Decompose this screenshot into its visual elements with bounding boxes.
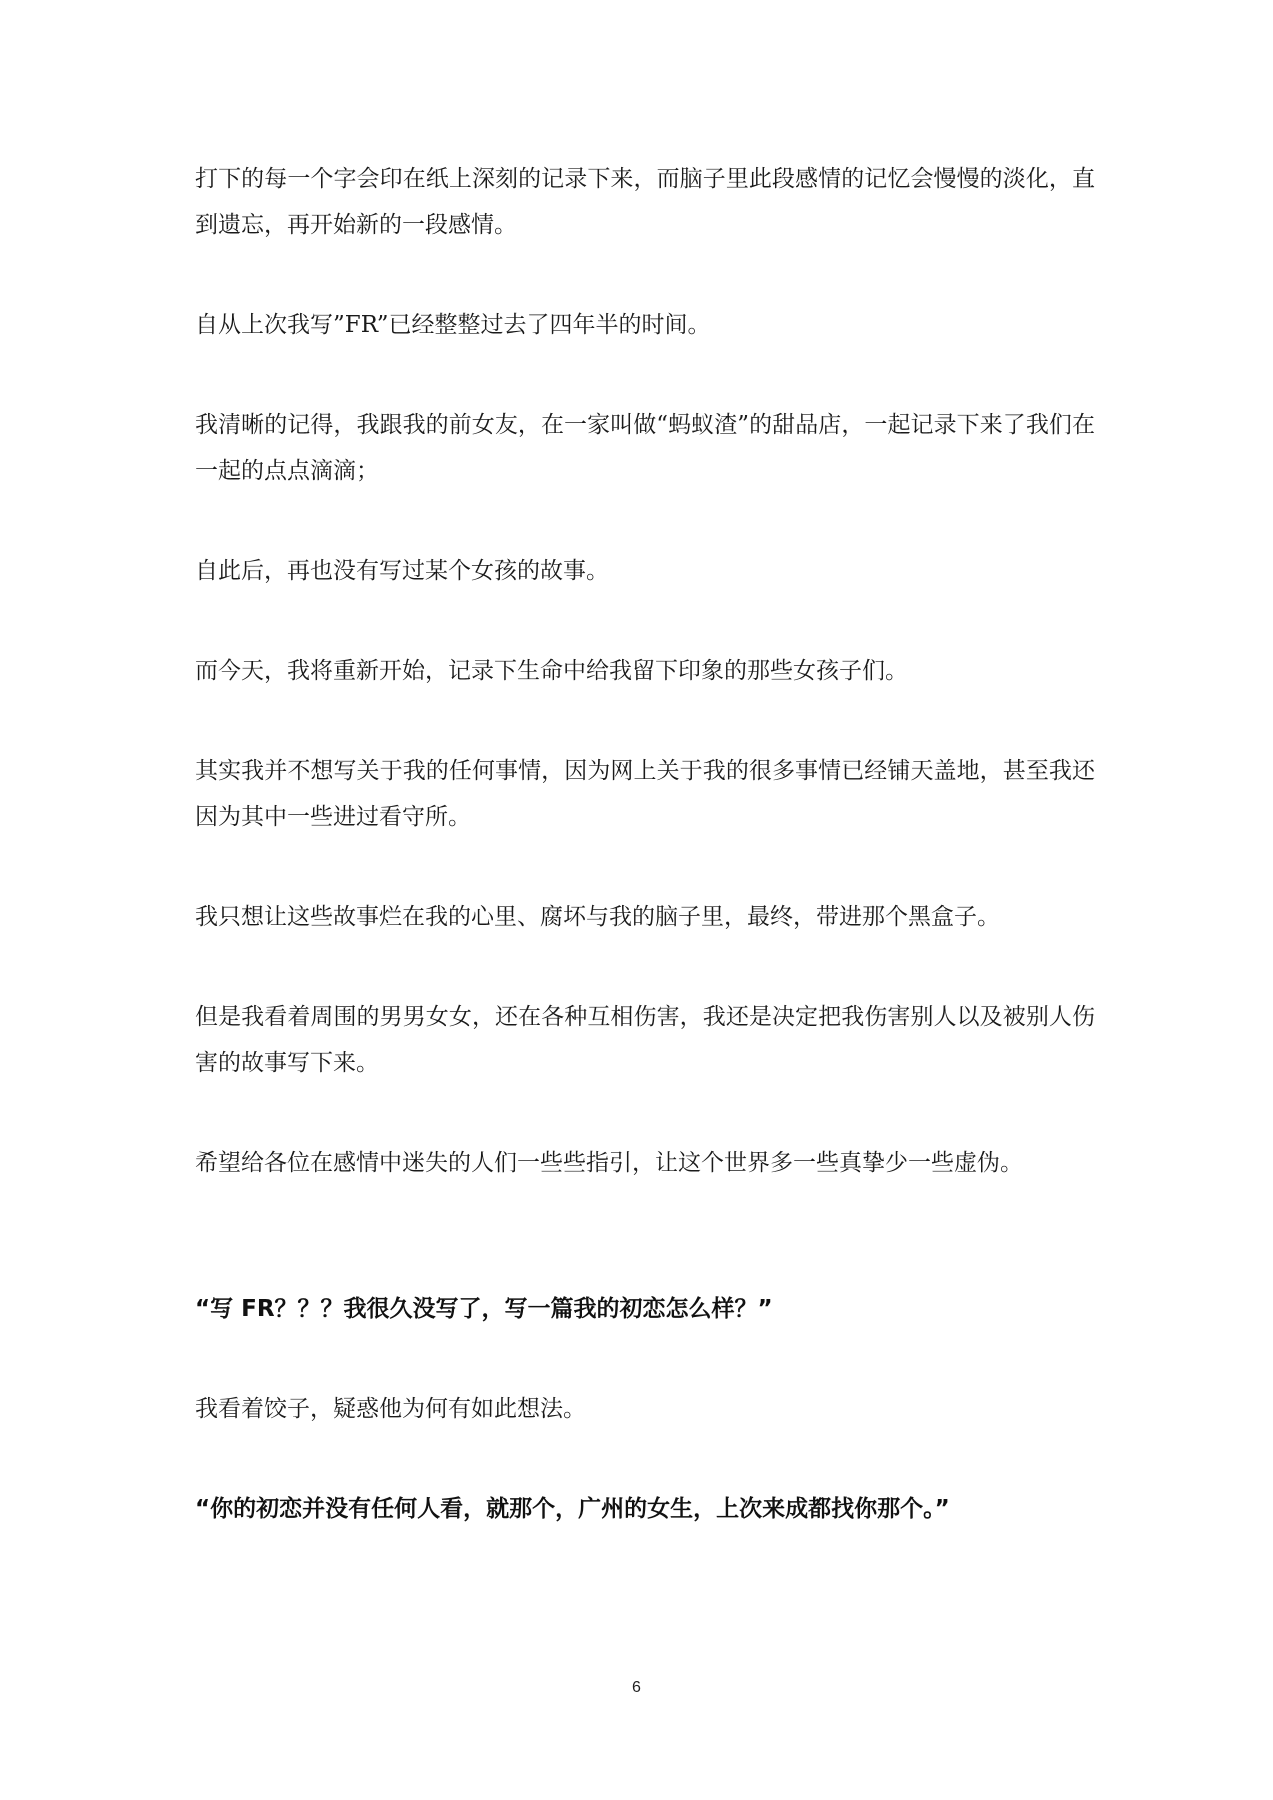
document-body [195,156,1095,1586]
paragraph: 自此后，再也没有写过某个女孩的故事。 [195,558,609,584]
paragraph: 我看着饺子，疑惑他为何有如此想法。 [195,1396,586,1422]
paragraph: 打下的每一个字会印在纸上深刻的记录下来，而脑子里此段感情的记忆会慢慢的淡化，直到遗忘，再开始新的一段感情。 [195,166,1095,238]
paragraph: 其实我并不想写关于我的任何事情，因为网上关于我的很多事情已经铺天盖地，甚至我还因为其中一些进过看守所。 [195,758,1095,830]
page-number: 6 [632,1679,641,1696]
dialogue-quote: “你的初恋并没有任何人看，就那个，广州的女生，上次来成都找你那个。” [195,1496,950,1522]
section-spacer [195,1240,1095,1286]
paragraph: 但是我看着周围的男男女女，还在各种互相伤害，我还是决定把我伤害别人以及被别人伤害的故事写下来。 [195,1004,1095,1076]
paragraph: 而今天，我将重新开始，记录下生命中给我留下印象的那些女孩子们。 [195,658,908,684]
paragraph: 我只想让这些故事烂在我的心里、腐坏与我的脑子里，最终，带进那个黑盒子。 [195,904,1000,930]
dialogue-quote: “写 FR？？？我很久没写了，写一篇我的初恋怎么样？” [195,1296,773,1322]
paragraph: 我清晰的记得，我跟我的前女友，在一家叫做“蚂蚁渣”的甜品店，一起记录下来了我们在一起的点点滴滴； [195,412,1095,484]
paragraph: 希望给各位在感情中迷失的人们一些些指引，让这个世界多一些真挚少一些虚伪。 [195,1150,1023,1176]
paragraph: 自从上次我写”FR”已经整整过去了四年半的时间。 [195,312,711,338]
